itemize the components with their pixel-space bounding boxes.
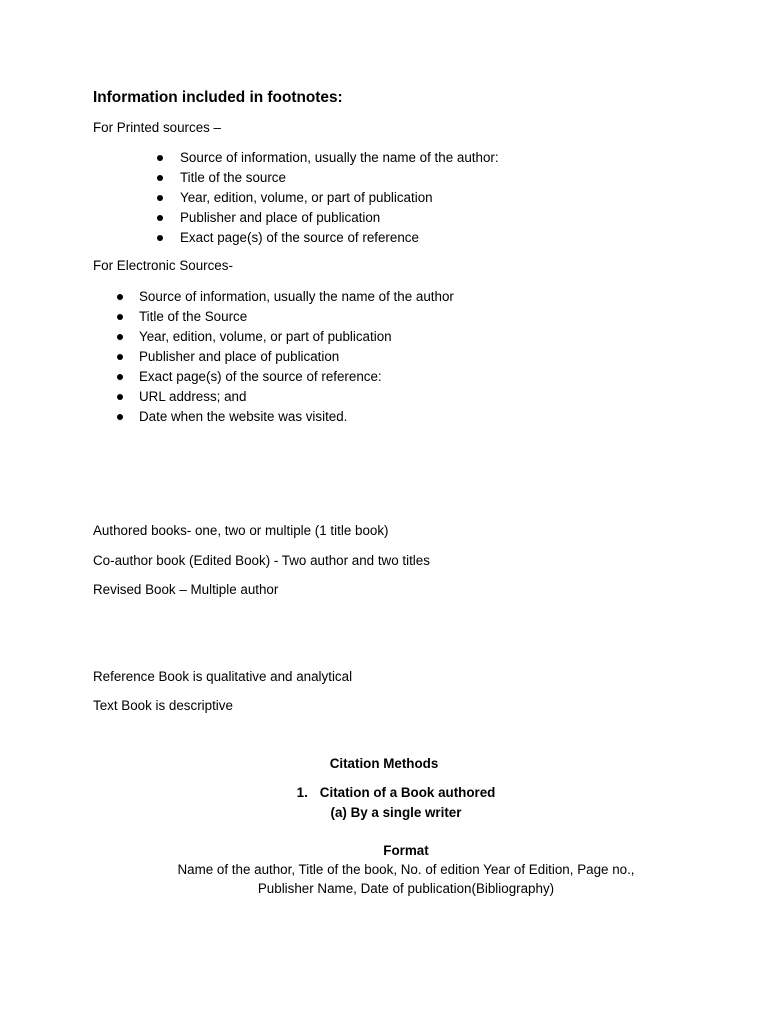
list-item [139, 327, 454, 347]
list-item [139, 287, 454, 307]
bullet-icon [117, 374, 123, 380]
printed-sources-intro: For Printed sources – [93, 120, 222, 135]
citation-item-number: 1. [296, 785, 308, 800]
list-item-text: Year, edition, volume, or part of publication [139, 329, 392, 344]
citation-methods-title: Citation Methods [329, 756, 439, 771]
format-title: Format [383, 843, 429, 858]
bullet-icon [117, 394, 123, 400]
list-item-text: Publisher and place of publication [139, 349, 340, 364]
list-item [180, 148, 499, 168]
list-item [180, 208, 499, 228]
book-type-line: Revised Book – Multiple author [93, 582, 279, 597]
bullet-icon [117, 414, 123, 420]
book-kind-line: Text Book is descriptive [93, 698, 233, 713]
format-line: Name of the author, Title of the book, No. of edition Year of Edition, Page no., [177, 862, 635, 877]
bullet-icon [117, 294, 123, 300]
list-item-text: Source of information, usually the name of the author: [180, 150, 499, 165]
list-item [180, 228, 499, 248]
book-kind-line: Reference Book is qualitative and analytical [93, 669, 353, 684]
list-item-text: Exact page(s) of the source of reference [180, 230, 419, 245]
bullet-icon [117, 314, 123, 320]
bullet-icon [157, 235, 163, 241]
list-item [139, 407, 454, 427]
bullet-icon [157, 195, 163, 201]
list-item [139, 367, 454, 387]
list-item [180, 188, 499, 208]
list-item-text: Publisher and place of publication [180, 210, 381, 225]
list-item-text: Title of the source [180, 170, 286, 185]
format-line: Publisher Name, Date of publication(Bibliography) [257, 881, 555, 896]
list-item [139, 387, 454, 407]
list-item-text: URL address; and [139, 389, 247, 404]
book-type-line: Co-author book (Edited Book) - Two author and two titles [93, 553, 430, 568]
list-item-text: Year, edition, volume, or part of publication [180, 190, 433, 205]
page-heading: Information included in footnotes: [93, 89, 343, 106]
list-item [139, 347, 454, 367]
list-item-text: Source of information, usually the name of the author [139, 289, 454, 304]
list-item [139, 307, 454, 327]
list-item [180, 168, 499, 188]
bullet-icon [157, 155, 163, 161]
bullet-icon [157, 215, 163, 221]
electronic-sources-list [139, 287, 454, 427]
list-item-text: Date when the website was visited. [139, 409, 348, 424]
book-type-line: Authored books- one, two or multiple (1 title book) [93, 523, 389, 538]
bullet-icon [117, 334, 123, 340]
citation-item-label: Citation of a Book authored [319, 785, 496, 800]
list-item-text: Exact page(s) of the source of reference: [139, 369, 382, 384]
citation-item [12, 785, 768, 800]
bullet-icon [117, 354, 123, 360]
citation-subitem: (a) By a single writer [330, 805, 462, 820]
list-item-text: Title of the Source [139, 309, 248, 324]
electronic-sources-intro: For Electronic Sources- [93, 258, 233, 273]
printed-sources-list [180, 148, 499, 248]
bullet-icon [157, 175, 163, 181]
